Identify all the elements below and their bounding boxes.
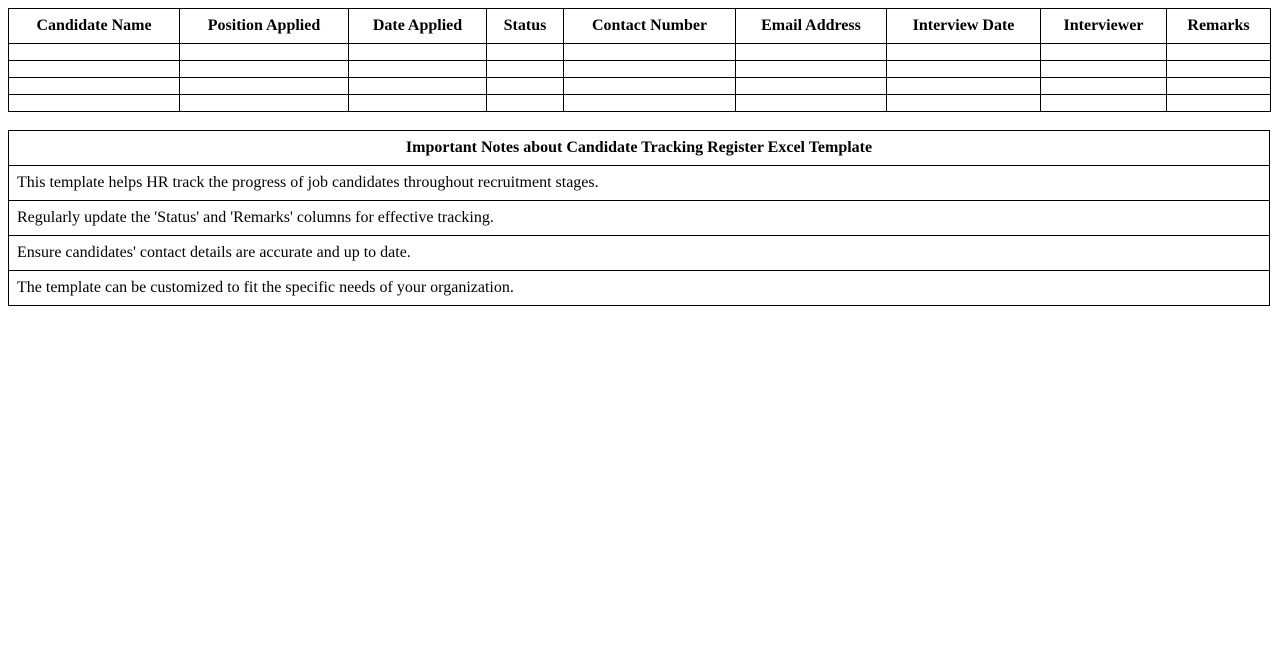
table-row bbox=[9, 61, 1271, 78]
column-header-email-address: Email Address bbox=[736, 9, 887, 44]
table-cell[interactable] bbox=[736, 95, 887, 112]
table-cell[interactable] bbox=[1041, 44, 1167, 61]
column-header-interview-date: Interview Date bbox=[887, 9, 1041, 44]
note-text: The template can be customized to fit the specific needs of your organization. bbox=[9, 271, 1270, 306]
table-cell[interactable] bbox=[180, 95, 349, 112]
table-cell[interactable] bbox=[349, 78, 487, 95]
table-cell[interactable] bbox=[180, 78, 349, 95]
table-cell[interactable] bbox=[487, 44, 564, 61]
note-text: Regularly update the 'Status' and 'Remarks' columns for effective tracking. bbox=[9, 201, 1270, 236]
table-header-row bbox=[9, 9, 1271, 44]
table-cell[interactable] bbox=[487, 95, 564, 112]
table-cell[interactable] bbox=[9, 61, 180, 78]
column-header-status: Status bbox=[487, 9, 564, 44]
table-cell[interactable] bbox=[180, 61, 349, 78]
notes-title: Important Notes about Candidate Tracking Register Excel Template bbox=[9, 131, 1270, 166]
table-cell[interactable] bbox=[9, 78, 180, 95]
column-header-contact-number: Contact Number bbox=[564, 9, 736, 44]
table-cell[interactable] bbox=[9, 44, 180, 61]
note-row bbox=[9, 236, 1270, 271]
table-cell[interactable] bbox=[1041, 61, 1167, 78]
table-row bbox=[9, 44, 1271, 61]
table-cell[interactable] bbox=[736, 61, 887, 78]
notes-header-row bbox=[9, 131, 1270, 166]
table-cell[interactable] bbox=[349, 44, 487, 61]
table-row bbox=[9, 78, 1271, 95]
table-cell[interactable] bbox=[887, 44, 1041, 61]
column-header-candidate-name: Candidate Name bbox=[9, 9, 180, 44]
important-notes-table bbox=[8, 130, 1270, 306]
candidate-tracking-table bbox=[8, 8, 1271, 112]
table-cell[interactable] bbox=[9, 95, 180, 112]
table-cell[interactable] bbox=[887, 95, 1041, 112]
table-cell[interactable] bbox=[487, 78, 564, 95]
column-header-date-applied: Date Applied bbox=[349, 9, 487, 44]
table-cell[interactable] bbox=[736, 44, 887, 61]
table-cell[interactable] bbox=[1167, 95, 1271, 112]
table-cell[interactable] bbox=[1041, 95, 1167, 112]
column-header-interviewer: Interviewer bbox=[1041, 9, 1167, 44]
table-cell[interactable] bbox=[736, 78, 887, 95]
note-row bbox=[9, 201, 1270, 236]
table-row bbox=[9, 95, 1271, 112]
table-cell[interactable] bbox=[180, 44, 349, 61]
note-row bbox=[9, 271, 1270, 306]
table-cell[interactable] bbox=[887, 61, 1041, 78]
table-cell[interactable] bbox=[1167, 44, 1271, 61]
table-cell[interactable] bbox=[487, 61, 564, 78]
table-cell[interactable] bbox=[1167, 61, 1271, 78]
table-cell[interactable] bbox=[564, 78, 736, 95]
note-text: Ensure candidates' contact details are accurate and up to date. bbox=[9, 236, 1270, 271]
table-cell[interactable] bbox=[564, 61, 736, 78]
table-cell[interactable] bbox=[887, 78, 1041, 95]
note-row bbox=[9, 166, 1270, 201]
table-cell[interactable] bbox=[564, 44, 736, 61]
page-content bbox=[8, 8, 1270, 306]
column-header-position-applied: Position Applied bbox=[180, 9, 349, 44]
table-cell[interactable] bbox=[1167, 78, 1271, 95]
table-cell[interactable] bbox=[349, 95, 487, 112]
table-cell[interactable] bbox=[349, 61, 487, 78]
column-header-remarks: Remarks bbox=[1167, 9, 1271, 44]
note-text: This template helps HR track the progress of job candidates throughout recruitment stages. bbox=[9, 166, 1270, 201]
table-cell[interactable] bbox=[564, 95, 736, 112]
table-cell[interactable] bbox=[1041, 78, 1167, 95]
